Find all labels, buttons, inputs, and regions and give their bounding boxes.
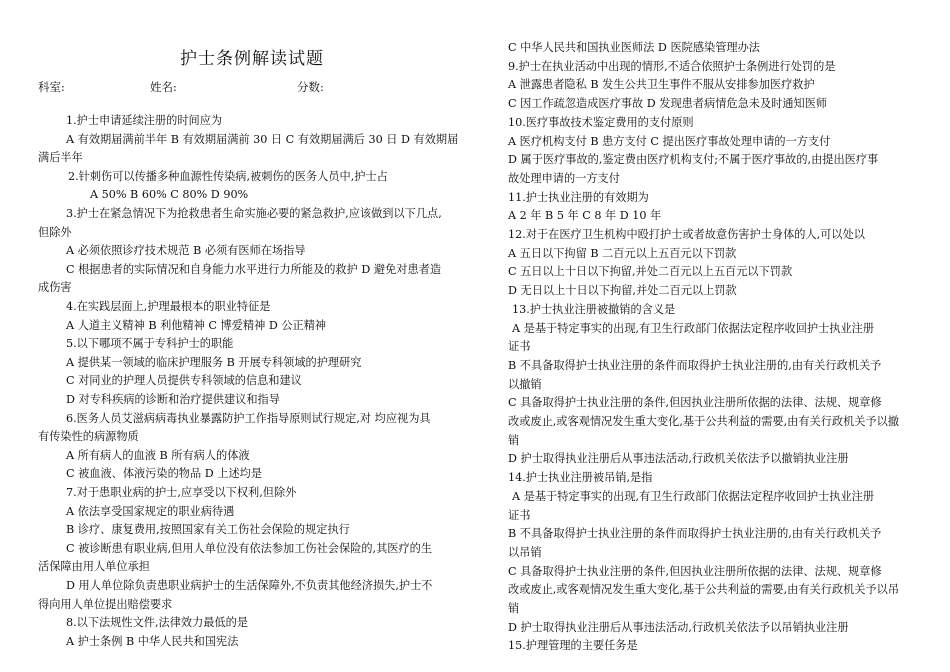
text-line: C 被血液、体液污染的物品 D 上述均是 [66,467,263,481]
score-label: 分数: [297,80,324,94]
text-line: 成伤害 [38,281,72,295]
text-line: 改或废止,或客观情况发生重大变化,基于公共利益的需要,由有关行政机关予以撤 [508,415,900,428]
text-line: 8.以下法规性文件,法律效力最低的是 [66,616,249,630]
text-line: C 对同业的护理人员提供专科领域的信息和建议 [66,374,302,388]
text-line: A 必须依照诊疗技术规范 B 必须有医师在场指导 [66,244,306,258]
text-line: 13.护士执业注册被撤销的含义是 [512,302,676,316]
text-line: D 护士取得执业注册后从事违法活动,行政机关依法予以撤销执业注册 [508,452,849,466]
text-line: 4.在实践层面上,护理最根本的职业特征是 [66,300,271,313]
name-label: 姓名: [150,80,177,94]
text-line: A 泄露患者隐私 B 发生公共卫生事件不服从安排参加医疗救护 [508,78,815,92]
text-line: 14.护士执业注册被吊销,是指 [508,471,653,485]
text-line: 5.以下哪项不属于专科护士的职能 [66,337,234,351]
text-line: A 50% B 60% C 80% D 90% [90,188,249,202]
text-line: 证书 [508,508,531,522]
text-line: 改或废止,或客观情况发生重大变化,基于公共利益的需要,由有关行政机关予以吊 [508,583,900,597]
text-line: A 依法享受国家规定的职业病待遇 [66,504,235,518]
text-line: 6.医务人员艾滋病病毒执业暴露防护工作指导原则试行规定,对 均应视为具 [66,411,431,425]
text-line: 1.护士申请延续注册的时间应为 [66,114,223,127]
text-line: 2.针刺伤可以传播多种血源性传染病,被刺伤的医务人员中,护士占 [68,169,388,183]
text-line: 故处理申请的一方支付 [508,171,620,185]
text-line: 证书 [508,340,531,354]
text-line: D 护士取得执业注册后从事违法活动,行政机关依法予以吊销执业注册 [508,620,849,634]
text-line: 11.护士执业注册的有效期为 [508,190,649,204]
page-title: 护士条例解读试题 [180,49,324,69]
text-line: 满后半年 [38,151,83,165]
text-line: 销 [508,602,520,615]
text-line: C 因工作疏忽造成医疗事故 D 发现患者病情危急未及时通知医师 [508,97,828,111]
text-line: A 医疗机构支付 B 患方支付 C 提出医疗事故处理申请的一方支付 [508,134,831,148]
text-line: B 不具备取得护士执业注册的条件而取得护士执业注册的,由有关行政机关予 [508,527,882,541]
text-line: 9.护士在执业活动中出现的情形,不适合依照护士条例进行处罚的是 [508,59,836,73]
text-line: 得向用人单位提出赔偿要求 [38,597,173,611]
text-line: 15.护理管理的主要任务是 [508,639,638,653]
text-line: A 有效期届满前半年 B 有效期届满前 30 日 C 有效期届满后 30 日 D 有效期届 [66,132,459,146]
text-line: A 人道主义精神 B 利他精神 C 博爱精神 D 公正精神 [66,318,327,332]
text-line: C 五日以上十日以下拘留,并处二百元以上五百元以下罚款 [508,265,793,279]
text-line: A 是基于特定事实的出现,有卫生行政部门依据法定程序收回护士执业注册 [512,321,875,335]
text-line: A 提供某一领域的临床护理服务 B 开展专科领域的护理研究 [66,355,362,369]
text-line: D 对专科疾病的诊断和治疗提供建议和指导 [66,393,280,406]
text-line: C 被诊断患有职业病,但用人单位没有依法参加工伤社会保险的,其医疗的生 [66,541,433,555]
text-line: D 属于医疗事故的,鉴定费由医疗机构支付;不属于医疗事故的,由提出医疗事 [508,153,879,167]
text-line: B 不具备取得护士执业注册的条件而取得护士执业注册的,由有关行政机关予 [508,358,882,372]
text-line: D 无日以上十日以下拘留,并处二百元以上罚款 [508,284,737,298]
text-line: C 具备取得护士执业注册的条件,但因执业注册所依据的法律、法规、规章修 [508,396,882,410]
text-line: C 根据患者的实际情况和自身能力水平进行力所能及的救护 D 避免对患者造 [66,262,442,276]
text-line: D 用人单位除负责患职业病护士的生活保障外,不负责其他经济损失,护士不 [66,579,433,592]
text-line: C 中华人民共和国执业医师法 D 医院感染管理办法 [508,41,760,54]
text-line: 以撤销 [508,377,542,391]
text-line: 7.对于患职业病的护士,应享受以下权利,但除外 [66,486,297,499]
text-line: 但除外 [38,225,72,239]
text-line: 3.护士在紧急情况下为抢救患者生命实施必要的紧急救护,应该做到以下几点, [66,207,442,220]
dept-label: 科室: [38,80,65,94]
text-line: A 2 年 B 5 年 C 8 年 D 10 年 [508,209,662,223]
text-line: 有传染性的病源物质 [38,430,139,444]
text-line: 12.对于在医疗卫生机构中殴打护士或者故意伤害护士身体的人,可以处以 [508,228,865,241]
text-line: A 是基于特定事实的出现,有卫生行政部门依据法定程序收回护士执业注册 [512,489,875,503]
text-line: 以吊销 [508,545,542,559]
text-line: A 五日以下拘留 B 二百元以上五百元以下罚款 [508,246,737,260]
text-line: A 所有病人的血液 B 所有病人的体液 [66,448,250,462]
text-line: A 护士条例 B 中华人民共和国宪法 [66,634,239,648]
text-line: C 具备取得护士执业注册的条件,但因执业注册所依据的法律、法规、规章修 [508,564,882,578]
text-line: B 诊疗、康复费用,按照国家有关工伤社会保险的规定执行 [66,523,350,537]
text-line: 10.医疗事故技术鉴定费用的支付原则 [508,115,694,129]
text-line: 活保障由用人单位承担 [38,560,150,574]
text-line: 销 [508,433,520,447]
